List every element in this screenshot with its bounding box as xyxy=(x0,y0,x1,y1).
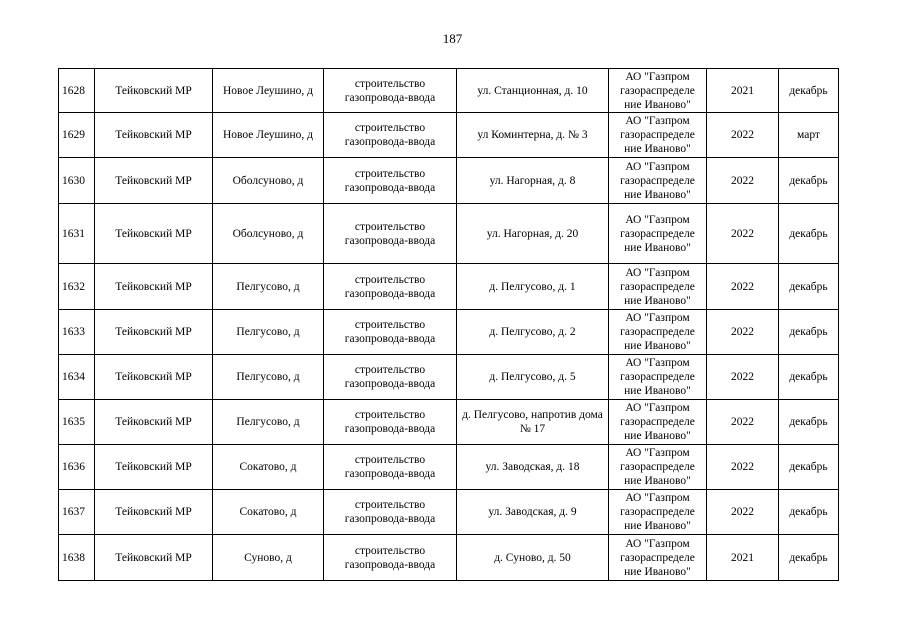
settlement-cell: Оболсуново, д xyxy=(213,158,324,204)
work-type-cell: строительство газопровода-ввода xyxy=(324,490,457,535)
address-cell: ул. Станционная, д. 10 xyxy=(457,69,609,113)
table-row xyxy=(59,535,839,581)
district-cell: Тейковский МР xyxy=(95,158,213,204)
year-cell: 2022 xyxy=(707,445,779,490)
table-row xyxy=(59,158,839,204)
district-cell: Тейковский МР xyxy=(95,535,213,581)
month-cell: март xyxy=(779,113,839,158)
table-row xyxy=(59,264,839,310)
row-number: 1628 xyxy=(59,69,95,113)
row-number: 1634 xyxy=(59,355,95,400)
year-cell: 2021 xyxy=(707,535,779,581)
table-row xyxy=(59,69,839,113)
month-cell: декабрь xyxy=(779,264,839,310)
row-number: 1632 xyxy=(59,264,95,310)
organization-cell: АО "Газпром газораспределе ние Иваново" xyxy=(609,264,707,310)
row-number: 1630 xyxy=(59,158,95,204)
table-row xyxy=(59,445,839,490)
month-cell: декабрь xyxy=(779,204,839,264)
row-number: 1636 xyxy=(59,445,95,490)
address-cell: д. Пелгусово, д. 2 xyxy=(457,310,609,355)
settlement-cell: Пелгусово, д xyxy=(213,355,324,400)
organization-cell: АО "Газпром газораспределе ние Иваново" xyxy=(609,158,707,204)
month-cell: декабрь xyxy=(779,310,839,355)
work-type-cell: строительство газопровода-ввода xyxy=(324,310,457,355)
settlement-cell: Пелгусово, д xyxy=(213,310,324,355)
table-row xyxy=(59,113,839,158)
year-cell: 2022 xyxy=(707,355,779,400)
organization-cell: АО "Газпром газораспределе ние Иваново" xyxy=(609,310,707,355)
district-cell: Тейковский МР xyxy=(95,204,213,264)
gas-connection-table xyxy=(58,68,839,581)
organization-cell: АО "Газпром газораспределе ние Иваново" xyxy=(609,69,707,113)
month-cell: декабрь xyxy=(779,400,839,445)
settlement-cell: Оболсуново, д xyxy=(213,204,324,264)
work-type-cell: строительство газопровода-ввода xyxy=(324,264,457,310)
address-cell: ул. Нагорная, д. 8 xyxy=(457,158,609,204)
table-row xyxy=(59,400,839,445)
district-cell: Тейковский МР xyxy=(95,113,213,158)
work-type-cell: строительство газопровода-ввода xyxy=(324,355,457,400)
work-type-cell: строительство газопровода-ввода xyxy=(324,535,457,581)
work-type-cell: строительство газопровода-ввода xyxy=(324,158,457,204)
district-cell: Тейковский МР xyxy=(95,355,213,400)
organization-cell: АО "Газпром газораспределе ние Иваново" xyxy=(609,204,707,264)
address-cell: ул. Заводская, д. 18 xyxy=(457,445,609,490)
address-cell: ул. Нагорная, д. 20 xyxy=(457,204,609,264)
district-cell: Тейковский МР xyxy=(95,490,213,535)
address-cell: ул. Заводская, д. 9 xyxy=(457,490,609,535)
table-row xyxy=(59,204,839,264)
row-number: 1638 xyxy=(59,535,95,581)
page-number: 187 xyxy=(442,31,463,46)
organization-cell: АО "Газпром газораспределе ние Иваново" xyxy=(609,355,707,400)
row-number: 1629 xyxy=(59,113,95,158)
address-cell: д. Пелгусово, д. 5 xyxy=(457,355,609,400)
row-number: 1635 xyxy=(59,400,95,445)
year-cell: 2022 xyxy=(707,264,779,310)
year-cell: 2022 xyxy=(707,310,779,355)
district-cell: Тейковский МР xyxy=(95,310,213,355)
work-type-cell: строительство газопровода-ввода xyxy=(324,113,457,158)
month-cell: декабрь xyxy=(779,535,839,581)
settlement-cell: Новое Леушино, д xyxy=(213,113,324,158)
year-cell: 2022 xyxy=(707,400,779,445)
table-row xyxy=(59,355,839,400)
month-cell: декабрь xyxy=(779,355,839,400)
address-cell: д. Пелгусово, д. 1 xyxy=(457,264,609,310)
address-cell: д. Пелгусово, напротив дома № 17 xyxy=(457,400,609,445)
organization-cell: АО "Газпром газораспределе ние Иваново" xyxy=(609,445,707,490)
month-cell: декабрь xyxy=(779,490,839,535)
district-cell: Тейковский МР xyxy=(95,400,213,445)
row-number: 1637 xyxy=(59,490,95,535)
settlement-cell: Пелгусово, д xyxy=(213,264,324,310)
settlement-cell: Суново, д xyxy=(213,535,324,581)
settlement-cell: Сокатово, д xyxy=(213,490,324,535)
district-cell: Тейковский МР xyxy=(95,69,213,113)
settlement-cell: Сокатово, д xyxy=(213,445,324,490)
table-row xyxy=(59,490,839,535)
district-cell: Тейковский МР xyxy=(95,264,213,310)
table-row xyxy=(59,310,839,355)
address-cell: ул Коминтерна, д. № 3 xyxy=(457,113,609,158)
organization-cell: АО "Газпром газораспределе ние Иваново" xyxy=(609,113,707,158)
settlement-cell: Пелгусово, д xyxy=(213,400,324,445)
year-cell: 2022 xyxy=(707,490,779,535)
year-cell: 2021 xyxy=(707,69,779,113)
district-cell: Тейковский МР xyxy=(95,445,213,490)
month-cell: декабрь xyxy=(779,69,839,113)
organization-cell: АО "Газпром газораспределе ние Иваново" xyxy=(609,490,707,535)
organization-cell: АО "Газпром газораспределе ние Иваново" xyxy=(609,535,707,581)
settlement-cell: Новое Леушино, д xyxy=(213,69,324,113)
year-cell: 2022 xyxy=(707,204,779,264)
year-cell: 2022 xyxy=(707,158,779,204)
row-number: 1633 xyxy=(59,310,95,355)
work-type-cell: строительство газопровода-ввода xyxy=(324,69,457,113)
year-cell: 2022 xyxy=(707,113,779,158)
month-cell: декабрь xyxy=(779,445,839,490)
row-number: 1631 xyxy=(59,204,95,264)
work-type-cell: строительство газопровода-ввода xyxy=(324,400,457,445)
work-type-cell: строительство газопровода-ввода xyxy=(324,204,457,264)
organization-cell: АО "Газпром газораспределе ние Иваново" xyxy=(609,400,707,445)
address-cell: д. Суново, д. 50 xyxy=(457,535,609,581)
month-cell: декабрь xyxy=(779,158,839,204)
work-type-cell: строительство газопровода-ввода xyxy=(324,445,457,490)
